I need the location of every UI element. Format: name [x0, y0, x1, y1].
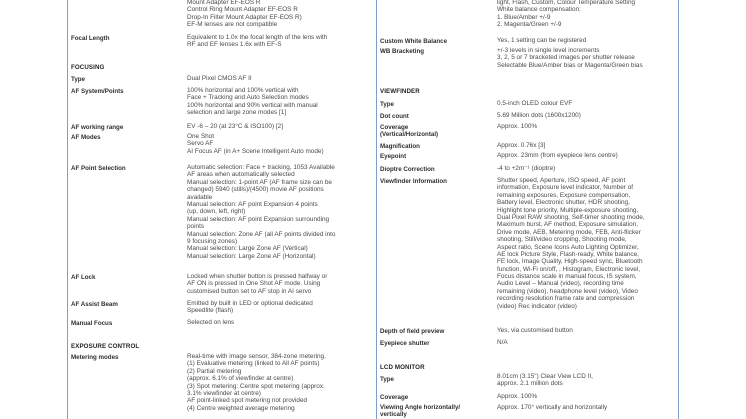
spec-value-line: Yes, via customised button	[497, 327, 573, 334]
spec-value-line: 0.5-inch OLED colour EVF	[497, 100, 573, 107]
spec-value-line: 8.01cm (3.15") Clear View LCD II,	[497, 373, 593, 380]
spec-value-line: Battery level, Electronic shutter, HDR shooting,	[497, 199, 630, 207]
spec-value-line: RF and EF lenses 1.6x with EF-S	[187, 41, 282, 49]
spec-value-line: information, Exposure level indicator, Number of	[497, 184, 634, 192]
spec-value-line: (3) Spot metering: Centre spot metering (approx.	[187, 382, 325, 390]
af-assist-beam-values	[187, 300, 313, 315]
lcd-type-label: Type	[380, 376, 394, 383]
manual-focus-label: Manual Focus	[71, 320, 113, 327]
viewfinder-information-values	[497, 177, 645, 310]
spec-value-line: recording resolution frame rate and compression	[497, 295, 635, 303]
focal-length-values	[187, 34, 327, 49]
spec-value-line: Approx. 0.76x [3]	[497, 142, 546, 149]
spec-value-line: light, Flash, Custom, Colour Temperature Setting	[497, 0, 636, 6]
spec-value-line: 100% horizontal and 90% vertical with manual	[187, 101, 318, 109]
spec-value-line: Drive mode, AEB, Metering mode, FEB, Anti-flicker	[497, 228, 641, 236]
viewfinder-information-label: Viewfinder Information	[380, 178, 447, 185]
depth-of-field-preview-value	[497, 327, 573, 334]
spec-value-line: 1. Blue/Amber +/-9	[497, 13, 551, 21]
focus-type-value	[187, 75, 252, 82]
spec-value-line: AF areas when automatically selected	[187, 171, 295, 179]
spec-label-line: Coverage (Vertical/Horizontal)	[380, 124, 439, 139]
eyepoint-label: Eyepoint	[380, 153, 407, 160]
spec-value-line: Selected on lens	[187, 319, 235, 326]
dioptre-correction-value	[497, 165, 555, 172]
depth-of-field-preview-label: Depth of field preview	[380, 328, 445, 335]
spec-value-line: Shutter speed, Aperture, ISO speed, AF point	[497, 177, 626, 184]
spec-value-line: AI Focus AF (in A+ Scene Intelligent Auto mode)	[187, 147, 324, 155]
af-working-range-label: AF working range	[71, 124, 124, 131]
spec-value-line: EF-M lenses are not compatible	[187, 21, 278, 29]
spec-value-line: 5.69 Million dots (1600x1200)	[497, 112, 581, 119]
viewing-angle-label	[380, 404, 468, 419]
coverage-vertical-horizontal-label	[380, 124, 462, 139]
center-border-line	[376, 0, 377, 419]
spec-value-line: N/A	[497, 339, 508, 346]
left-border-line	[67, 0, 68, 419]
spec-value-line: (2) Partial metering	[187, 367, 242, 375]
spec-value-line: -4 to +2m⁻¹ (dioptre)	[497, 165, 556, 172]
spec-value-line: White balance compensation:	[497, 6, 581, 14]
viewfinder-type-value	[497, 100, 572, 107]
spec-value-line: Real-time with image sensor, 384-zone metering.	[187, 353, 326, 360]
spec-value-line: Approx. 23mm (from eyepiece lens centre)	[497, 152, 618, 159]
spec-value-line: Manual selection: 1-point AF (AF frame size can be	[187, 178, 332, 186]
spec-value-line: Manual selection: AF point Expansion 4 points	[187, 200, 318, 208]
magnification-label: Magnification	[380, 143, 420, 150]
dioptre-correction-label: Dioptre Correction	[380, 166, 435, 173]
spec-value-line: Emitted by built in LED or optional dedicated	[187, 300, 313, 307]
spec-value-line: Approx. 100%	[497, 123, 538, 130]
spec-value-line: Mount Adapter EF-EOS R	[187, 0, 261, 6]
spec-value-line: (approx. 6.1% of viewfinder at centre)	[187, 375, 294, 383]
eyepiece-shutter-value	[497, 339, 508, 346]
spec-value-line: Audio Level – Manual (video), recording time	[497, 280, 624, 288]
spec-value-line: selection and large zone modes [1]	[187, 109, 287, 117]
spec-value-line: Focus distance scale in manual focus, IS system,	[497, 273, 637, 281]
dot-count-value	[497, 112, 581, 119]
spec-value-line: +/-3 levels in single level increments	[497, 47, 600, 54]
spec-value-line: Face + Tracking and Auto Selection modes	[187, 94, 309, 102]
af-system-points-values	[187, 87, 318, 117]
spec-value-line: 2. Magenta/Green +/-9	[497, 21, 562, 29]
spec-value-line: AF point-linked spot metering not provided	[187, 397, 308, 405]
spec-value-line: Servo AF	[187, 140, 214, 148]
spec-value-line: Speedlite (flash)	[187, 307, 234, 315]
focal-length-label: Focal Length	[71, 35, 110, 42]
spec-value-line: Approx. 170° vertically and horizontally	[497, 404, 608, 411]
spec-value-line: Maximum burst, AF method, Exposure simulation,	[497, 221, 639, 229]
manual-focus-value	[187, 319, 234, 326]
white-balance-values	[497, 0, 635, 29]
lcd-monitor-section-title: LCD MONITOR	[380, 364, 425, 371]
spec-value-line: Automatic selection: Face + tracking, 1053 Available	[187, 164, 335, 171]
spec-value-line: Locked when shutter button is pressed halfway or	[187, 273, 328, 280]
spec-value-line: FE lock, Image Quality, High-speed sync, Bluetooth	[497, 258, 643, 266]
dot-count-label: Dot count	[380, 113, 409, 120]
spec-value-line: 9 focusing zones)	[187, 237, 238, 245]
af-lock-values	[187, 273, 327, 295]
af-point-selection-label: AF Point Selection	[71, 165, 126, 172]
right-border-line	[678, 0, 679, 419]
wb-bracketing-label: WB Bracketing	[380, 48, 425, 55]
spec-value-line: available	[187, 193, 213, 201]
coverage-vertical-horizontal-value	[497, 123, 537, 130]
spec-value-line: (video) Rec indicator (video)	[497, 302, 577, 310]
viewfinder-type-label: Type	[380, 101, 394, 108]
spec-value-line: Approx. 100%	[497, 393, 538, 400]
spec-value-line: Yes, 1 setting can be registered	[497, 37, 587, 44]
spec-value-line: Manual selection: AF point Expansion surrounding	[187, 215, 330, 223]
spec-value-line: points	[187, 223, 205, 231]
af-point-selection-values	[187, 164, 336, 260]
spec-value-line: 3, 2, 5 or 7 bracketed images per shutter release	[497, 54, 635, 62]
wb-bracketing-values	[497, 47, 643, 69]
spec-label-line: Viewing Angle horizontally/ vertically	[380, 404, 461, 419]
magnification-value	[497, 142, 545, 149]
spec-value-line: One Shot	[187, 133, 215, 140]
spec-value-line: (4) Centre weighted average metering	[187, 404, 295, 412]
metering-modes-values	[187, 353, 326, 412]
spec-value-line: AF ON is pressed in One Shot AF mode. Using	[187, 280, 321, 288]
spec-value-line: changed) 5940 (stills)/(4500) movie AF positions	[187, 186, 324, 194]
af-lock-label: AF Lock	[71, 274, 96, 281]
spec-value-line: Control Ring Mount Adapter EF-EOS R	[187, 6, 298, 14]
af-modes-label: AF Modes	[71, 134, 101, 141]
spec-value-line: AE lock Picture Style, Flash-ready, White balance,	[497, 250, 639, 258]
spec-value-line: Selectable Blue/Amber bias or Magenta/Green bias	[497, 61, 643, 69]
spec-value-line: Manual selection: Large Zone AF (Horizontal)	[187, 252, 316, 260]
af-modes-values	[187, 133, 324, 155]
af-assist-beam-label: AF Assist Beam	[71, 301, 118, 308]
spec-value-line: (up, down, left, right)	[187, 208, 246, 216]
spec-value-line: shooting, Still/video cropping, Shooting mode,	[497, 236, 627, 244]
custom-white-balance-label: Custom White Balance	[380, 38, 448, 45]
custom-white-balance-value	[497, 37, 586, 44]
viewfinder-section-title: VIEWFINDER	[380, 88, 420, 95]
spec-value-line: Highlight tone priority, Multiple-exposure shooting,	[497, 206, 639, 214]
spec-value-line: Aspect ratio, Scene Icons Auto Lighting Optimizer,	[497, 243, 639, 251]
spec-value-line: Dual Pixel RAW shooting, Self-timer shooting mode,	[497, 213, 645, 221]
eyepoint-value	[497, 152, 618, 159]
lcd-type-values	[497, 373, 593, 388]
spec-value-line: Manual selection: Large Zone AF (Vertical)	[187, 245, 308, 253]
spec-value-line: function, Wi-Fi on/off, , Histogram, Electronic level,	[497, 265, 641, 273]
spec-value-line: remaining exposures, Exposure compensation,	[497, 191, 631, 199]
af-working-range-value	[187, 123, 283, 130]
spec-value-line: Equivalent to 1.0x the focal length of the lens with	[187, 34, 328, 41]
spec-value-line: 3.1% viewfinder at centre)	[187, 389, 261, 397]
spec-value-line: approx. 2.1 million dots	[497, 380, 563, 388]
spec-value-line: Drop-In Filter Mount Adapter EF-EOS R)	[187, 13, 302, 21]
af-system-points-label: AF System/Points	[71, 88, 124, 95]
eyepiece-shutter-label: Eyepiece shutter	[380, 340, 430, 347]
spec-value-line: EV -6 – 20 (at 23°C & ISO100) [2]	[187, 123, 283, 130]
spec-value-line: remaining (video), headphone level (video), Video	[497, 287, 638, 295]
exposure-control-section-title: EXPOSURE CONTROL	[71, 343, 140, 350]
lcd-coverage-value	[497, 393, 537, 400]
spec-value-line: Manual selection: Zone AF (all AF points divided into	[187, 230, 336, 238]
focus-type-label: Type	[71, 76, 85, 83]
left-mount-values	[187, 0, 302, 29]
viewing-angle-value	[497, 404, 607, 411]
spec-value-line: 100% horizontal and 100% vertical with	[187, 87, 299, 94]
focusing-section-title: FOCUSING	[71, 64, 105, 71]
spec-value-line: Dual Pixel CMOS AF II	[187, 75, 252, 82]
lcd-coverage-label: Coverage	[380, 394, 409, 401]
spec-value-line: (1) Evaluative metering (linked to All AF points)	[187, 360, 320, 368]
metering-modes-label: Metering modes	[71, 354, 119, 361]
spec-value-line: customised button set to AF stop in AI servo	[187, 287, 312, 295]
